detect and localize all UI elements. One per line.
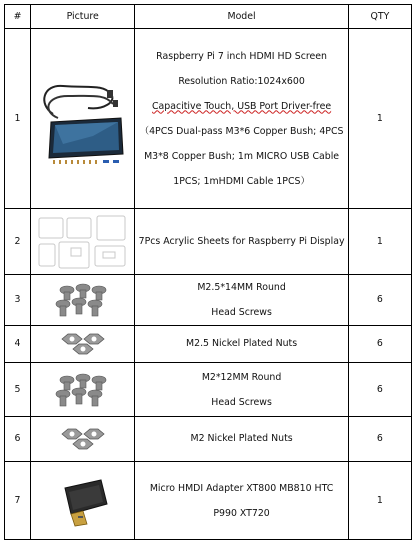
header-qty: QTY xyxy=(348,5,411,29)
hdmi-adapter-photo xyxy=(31,462,135,540)
row-qty: 6 xyxy=(348,417,411,462)
model-cell: M2 Nickel Plated Nuts xyxy=(135,417,349,462)
row-index: 5 xyxy=(5,363,31,417)
row-index: 4 xyxy=(5,326,31,363)
row-qty: 6 xyxy=(348,326,411,363)
row-qty: 1 xyxy=(348,29,411,209)
screws-photo xyxy=(31,363,135,417)
table-row xyxy=(5,326,412,363)
row-index: 1 xyxy=(5,29,31,209)
model-cell: Micro HMDI Adapter XT800 MB810 HTC P990 XT720 xyxy=(135,462,349,540)
table-row xyxy=(5,363,412,417)
table-row xyxy=(5,417,412,462)
parts-list-table xyxy=(4,4,412,540)
header-index: # xyxy=(5,5,31,29)
screws-photo xyxy=(31,275,135,326)
model-cell: 7Pcs Acrylic Sheets for Raspberry Pi Display xyxy=(135,209,349,275)
model-cell: M2*12MM Round Head Screws xyxy=(135,363,349,417)
table-row xyxy=(5,462,412,540)
table-row xyxy=(5,209,412,275)
row-qty: 1 xyxy=(348,209,411,275)
header-picture: Picture xyxy=(31,5,135,29)
header-model: Model xyxy=(135,5,349,29)
lcd-screen-kit-photo xyxy=(31,29,135,209)
model-cell: Raspberry Pi 7 inch HDMI HD Screen Resolution Ratio:1024x600 Capacitive Touch, USB Port Driver-free （4PCS Dual-pass M3*6 Copper Bush; 4PCS M3*8 Copper Bush; 1m MICRO USB Cable 1PCS; 1mHDMI Cable 1PCS） xyxy=(135,29,349,209)
nuts-photo xyxy=(31,326,135,363)
model-cell: M2.5*14MM Round Head Screws xyxy=(135,275,349,326)
model-cell: M2.5 Nickel Plated Nuts xyxy=(135,326,349,363)
row-index: 6 xyxy=(5,417,31,462)
row-qty: 6 xyxy=(348,275,411,326)
table-row xyxy=(5,275,412,326)
row-qty: 6 xyxy=(348,363,411,417)
row-index: 7 xyxy=(5,462,31,540)
row-qty: 1 xyxy=(348,462,411,540)
row-index: 3 xyxy=(5,275,31,326)
table-row xyxy=(5,29,412,209)
header-row xyxy=(5,5,412,29)
row-index: 2 xyxy=(5,209,31,275)
acrylic-sheets-photo xyxy=(31,209,135,275)
nuts-photo xyxy=(31,417,135,462)
